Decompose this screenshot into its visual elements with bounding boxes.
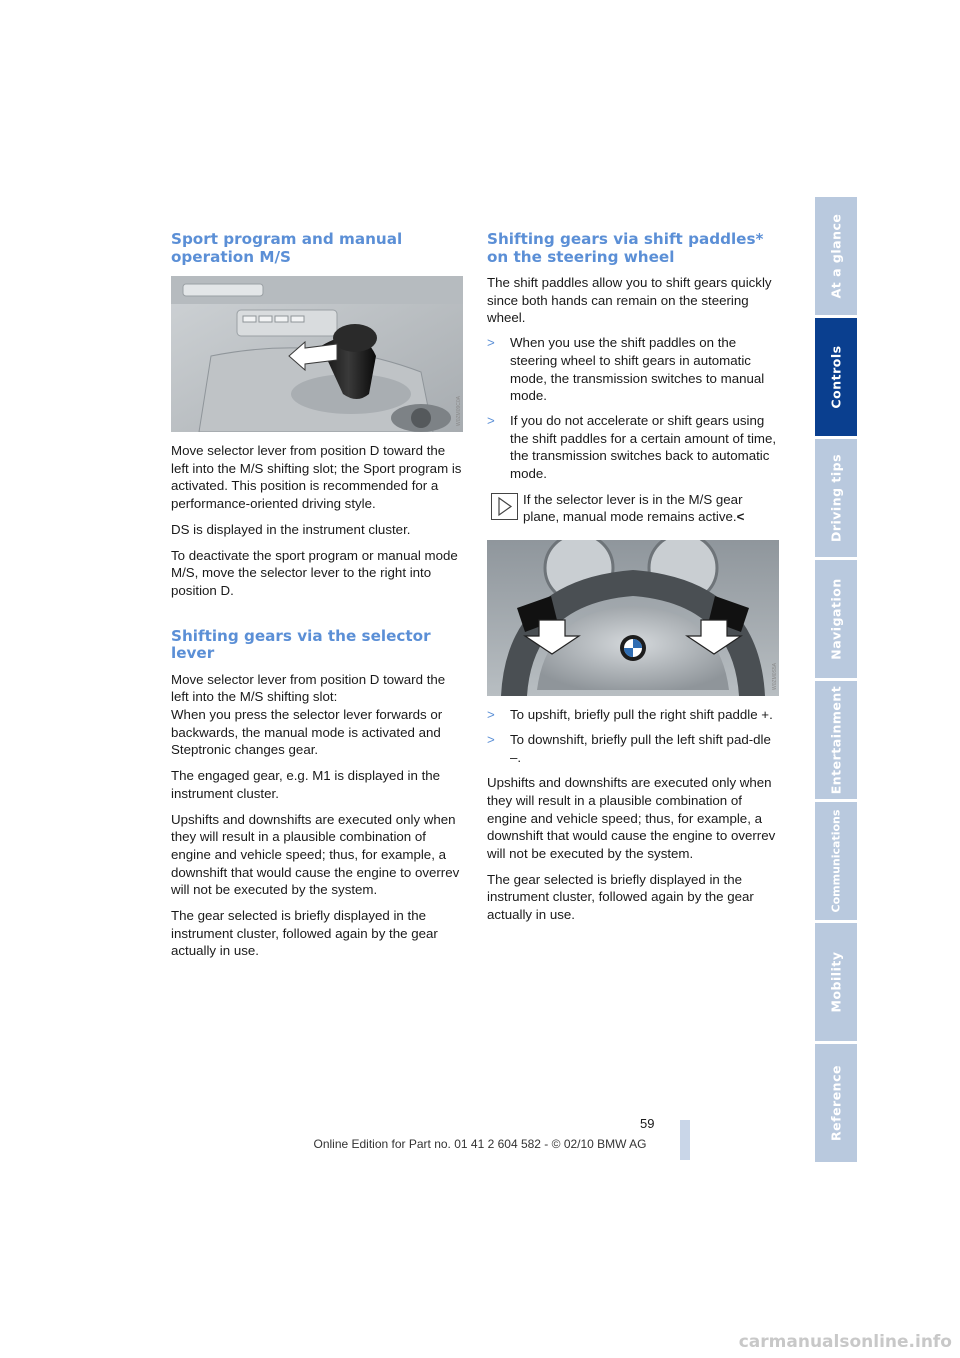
paragraph: The gear selected is briefly displayed in the instrument cluster, followed again by the gear actually in use. [487, 871, 754, 923]
bullet-arrow-icon: > [487, 412, 495, 428]
note-end-mark: < [736, 509, 745, 525]
tab-label: Controls [828, 345, 844, 409]
note-block [487, 491, 779, 526]
tab-driving-tips[interactable] [815, 439, 857, 557]
paragraph: To deactivate the sport program or manual mode M/S, move the selector lever to the right into position D. [171, 547, 458, 598]
list-item-text: When you use the shift paddles on the steering wheel to shift gears in automatic mode, the transmission switches to manual mode. [510, 335, 765, 404]
steering-wheel-illustration [487, 540, 779, 696]
section-heading-shift-paddles: Shifting gears via shift paddles* on the steering wheel [487, 230, 764, 266]
tab-controls[interactable] [815, 318, 857, 436]
selector-lever-figure [171, 276, 463, 432]
tab-label: Mobility [828, 951, 844, 1013]
chapter-tabs [815, 197, 857, 1165]
bullet-arrow-icon: > [487, 731, 495, 747]
list-item [487, 706, 779, 724]
list-item-text: If you do not accelerate or shift gears using the shift paddles for a certain amount of time, the transmission switches back to automatic mode. [510, 412, 777, 482]
bullet-arrow-icon: > [487, 707, 495, 723]
paragraph-line: When you press the selector lever forwards or backwards, the manual mode is activated and Steptronic changes gear. [171, 707, 443, 758]
paragraph: The gear selected is briefly displayed in the instrument cluster, followed again by the gear actually in use. [171, 908, 438, 959]
list-item-text: To upshift, briefly pull the right shift paddle +. [510, 707, 773, 723]
tab-at-a-glance[interactable] [815, 197, 857, 315]
tab-label: Driving tips [828, 453, 844, 543]
note-text: If the selector lever is in the M/S gear plane, manual mode remains active. [523, 491, 743, 525]
page-number: 59 [640, 1116, 655, 1131]
paragraph: Upshifts and downshifts are executed only when they will result in a plausible combination of engine and vehicle speed; thus, for example, a downshift that would cause the engine to overrev will not be executed by the system. [487, 775, 776, 862]
paragraph-line: Move selector lever from position D toward the left into the M/S shifting slot: [171, 671, 446, 705]
tab-label: At a glance [828, 213, 844, 299]
tab-communications[interactable] [815, 802, 857, 920]
footer-edition: Online Edition for Part no. 01 41 2 604 582 - © 02/10 BMW AG [313, 1137, 647, 1151]
note-triangle-icon [491, 493, 518, 520]
steering-wheel-figure [487, 540, 779, 696]
right-column [487, 231, 779, 924]
tab-navigation[interactable] [815, 560, 857, 678]
list-item [487, 334, 779, 405]
paragraph: Move selector lever from position D toward the left into the M/S shifting slot; the Sport program is activated. This position is recommended for a performance-oriented driving style. [171, 443, 462, 512]
paragraph: Upshifts and downshifts are executed only when they will result in a plausible combination of engine and vehicle speed; thus, for example, a downshift that would cause the engine to overrev will not be executed by the system. [171, 811, 460, 898]
tab-entertainment[interactable] [815, 681, 857, 799]
list-item-text: To downshift, briefly pull the left shift pad-dle –. [510, 731, 771, 765]
paragraph: The shift paddles allow you to shift gears quickly since both hands can remain on the steering wheel. [487, 275, 772, 326]
tab-mobility[interactable] [815, 923, 857, 1041]
paragraph: DS is displayed in the instrument cluster. [171, 521, 411, 537]
section-heading-sport-program: Sport program and manual operation M/S [171, 230, 403, 266]
paragraph: The engaged gear, e.g. M1 is displayed in the instrument cluster. [171, 768, 441, 801]
section-heading-selector-lever: Shifting gears via the selector lever [171, 626, 431, 663]
list-item [487, 731, 779, 766]
left-column [171, 231, 463, 960]
selector-lever-illustration [171, 276, 463, 432]
tab-label: Communications [829, 809, 843, 913]
watermark: carmanualsonline.info [738, 1332, 952, 1352]
bullet-arrow-icon: > [487, 335, 495, 351]
figure-code: W0ZM09C0A [456, 395, 462, 426]
list-item [487, 412, 779, 483]
figure-code: W0ZM0S5A [772, 663, 778, 691]
tab-label: Reference [828, 1065, 844, 1141]
tab-label: Navigation [828, 578, 844, 660]
paragraph [171, 671, 463, 760]
tab-label: Entertainment [828, 685, 844, 795]
